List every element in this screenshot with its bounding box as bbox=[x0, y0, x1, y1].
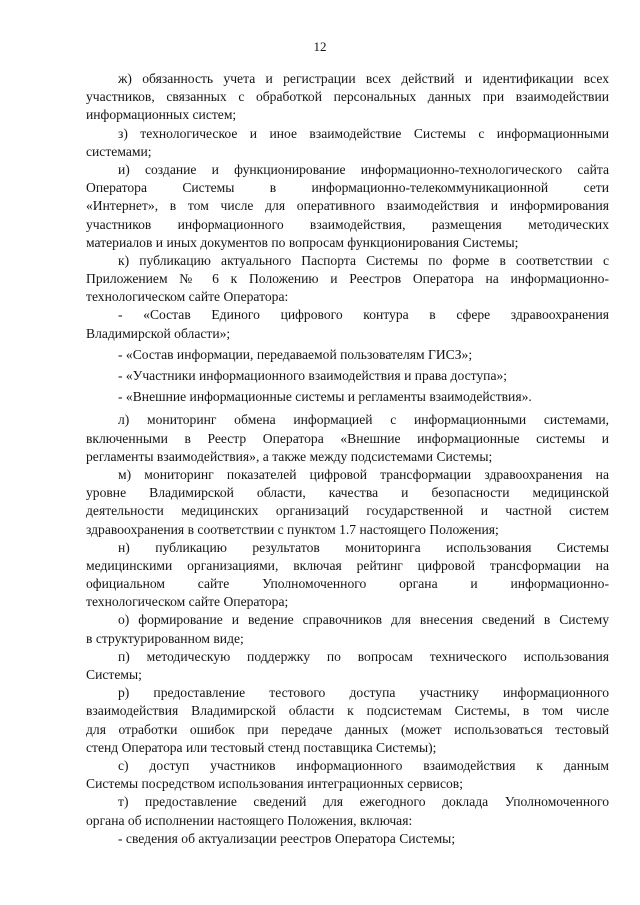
paragraph-line: Системы посредством использования интеграционных сервисов; bbox=[86, 776, 463, 792]
paragraph-line: регламенты взаимодействия», а также между подсистемами Системы; bbox=[86, 448, 493, 464]
paragraph bbox=[86, 684, 609, 757]
paragraph-line: Владимирской области»; bbox=[86, 325, 231, 341]
paragraph-line: о) формирование и ведение справочников для внесения сведений в Систему bbox=[118, 612, 609, 628]
paragraph-line: системами; bbox=[86, 143, 152, 159]
paragraph bbox=[86, 161, 609, 252]
document-body bbox=[86, 70, 609, 848]
paragraph bbox=[86, 793, 609, 829]
paragraph-line: информационных систем; bbox=[86, 107, 237, 123]
paragraph-line: т) предоставление сведений для ежегодного доклада Уполномоченного bbox=[118, 794, 609, 810]
paragraph-line: и) создание и функционирование информационно-технологического сайта bbox=[118, 161, 609, 177]
paragraph-line: взаимодействия Владимирской области к подсистемам Системы, в том числе bbox=[86, 703, 609, 719]
paragraph-line: участников информационного взаимодействия, размещения методических bbox=[86, 216, 609, 232]
page-number: 12 bbox=[313, 39, 327, 54]
paragraph bbox=[86, 367, 609, 385]
paragraph bbox=[86, 125, 609, 161]
paragraph bbox=[86, 306, 609, 342]
paragraph-line: - «Состав Единого цифрового контура в сфере здравоохранения bbox=[118, 307, 609, 323]
paragraph-line: технологическом сайте Оператора: bbox=[86, 289, 289, 305]
paragraph-line: медицинскими организациями, включая рейтинг цифровой трансформации на bbox=[86, 557, 609, 573]
paragraph-line: деятельности медицинских организаций государственной и частной систем bbox=[86, 503, 609, 519]
paragraph-line: п) методическую поддержку по вопросам технического использования bbox=[118, 648, 609, 664]
paragraph bbox=[86, 757, 609, 793]
paragraph bbox=[86, 611, 609, 647]
paragraph-line: н) публикацию результатов мониторинга использования Системы bbox=[118, 539, 609, 555]
paragraph-line: в структурированном виде; bbox=[86, 630, 244, 646]
paragraph-line: для отработки ошибок при передаче данных (может использоваться тестовый bbox=[86, 721, 609, 737]
paragraph-line: - «Состав информации, передаваемой пользователям ГИСЗ»; bbox=[118, 346, 473, 362]
paragraph bbox=[86, 539, 609, 612]
paragraph-line: стенд Оператора или тестовый стенд поставщика Системы); bbox=[86, 739, 437, 755]
paragraph bbox=[86, 830, 609, 848]
paragraph-line: здравоохранения в соответствии с пунктом 1.7 настоящего Положения; bbox=[86, 521, 499, 537]
paragraph bbox=[86, 388, 609, 406]
paragraph bbox=[86, 346, 609, 364]
paragraph-line: к) публикацию актуального Паспорта Системы по форме в соответствии с bbox=[118, 252, 609, 268]
paragraph-line: участников, связанных с обработкой персональных данных при взаимодействии bbox=[86, 89, 609, 105]
paragraph bbox=[86, 411, 609, 466]
paragraph-line: - «Участники информационного взаимодействия и права доступа»; bbox=[118, 368, 508, 383]
paragraph-line: ж) обязанность учета и регистрации всех действий и идентификации всех bbox=[118, 71, 609, 86]
paragraph-line: материалов и иных документов по вопросам функционирования Системы; bbox=[86, 234, 519, 250]
paragraph bbox=[86, 70, 609, 125]
paragraph-line: технологическом сайте Оператора; bbox=[86, 594, 289, 610]
paragraph bbox=[86, 252, 609, 307]
paragraph-line: включенными в Реестр Оператора «Внешние информационные системы и bbox=[86, 430, 609, 446]
paragraph-line: Приложением № 6 к Положению и Реестров Оператора на информационно- bbox=[86, 271, 609, 287]
paragraph-line: «Интернет», в том числе для оперативного взаимодействия и информирования bbox=[86, 198, 609, 214]
paragraph-line: р) предоставление тестового доступа участнику информационного bbox=[118, 685, 609, 701]
paragraph bbox=[86, 466, 609, 539]
paragraph-line: Системы; bbox=[86, 667, 142, 682]
paragraph-line: Оператора Системы в информационно-телекоммуникационной сети bbox=[86, 180, 609, 196]
paragraph-line: л) мониторинг обмена информацией с информационными системами, bbox=[118, 412, 609, 428]
paragraph-line: органа об исполнении настоящего Положения, включая: bbox=[86, 812, 413, 828]
paragraph-line: з) технологическое и иное взаимодействие Системы с информационными bbox=[118, 125, 609, 141]
paragraph bbox=[86, 648, 609, 684]
paragraph-line: - сведения об актуализации реестров Оператора Системы; bbox=[118, 830, 456, 846]
paragraph-line: м) мониторинг показателей цифровой трансформации здравоохранения на bbox=[118, 466, 609, 482]
paragraph-line: уровне Владимирской области, качества и безопасности медицинской bbox=[86, 485, 609, 501]
paragraph-line: официальном сайте Уполномоченного органа и информационно- bbox=[86, 576, 609, 592]
paragraph-line: - «Внешние информационные системы и регламенты взаимодействия». bbox=[118, 389, 532, 405]
paragraph-line: с) доступ участников информационного взаимодействия к данным bbox=[118, 757, 609, 773]
